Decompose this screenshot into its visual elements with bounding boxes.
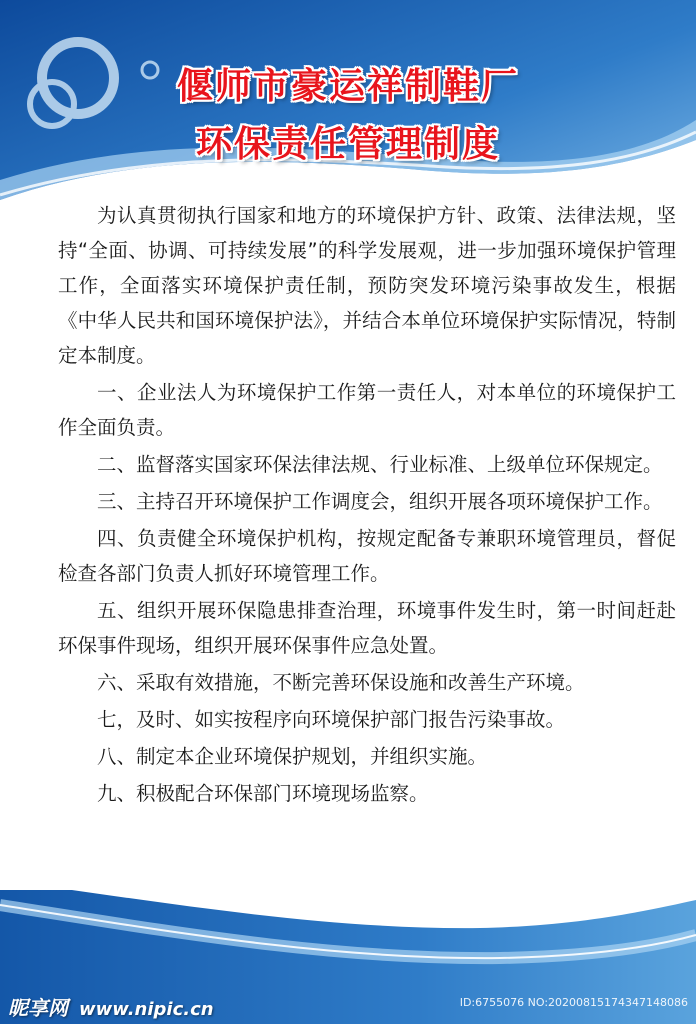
clause-1: 一、企业法人为环境保护工作第一责任人，对本单位的环境保护工作全面负责。 — [58, 381, 676, 439]
intro-paragraph: 为认真贯彻执行国家和地方的环境保护方针、政策、法律法规，坚持“全面、协调、可持续发展”的科学发展观，进一步加强环境保护管理工作，全面落实环境保护责任制，预防突发环境污染事故发生，根据《中华人民共和国环境保护法》，并结合本单位环境保护实际情况，特制定本制度。 — [58, 204, 676, 367]
clause-7: 七，及时、如实按程序向环境保护部门报告污染事故。 — [97, 708, 566, 731]
clause-2: 二、监督落实国家环保法律法规、行业标准、上级单位环保规定。 — [97, 453, 663, 476]
clause-5: 五、组织开展环保隐患排查治理，环境事件发生时，第一时间赶赴环保事件现场，组织开展环保事件应急处置。 — [58, 599, 676, 657]
watermark-id: ID:6755076 NO:20200815174347148086 — [459, 996, 688, 1009]
page-title-policy: 环保责任管理制度 — [195, 124, 500, 165]
clause-6: 六、采取有效措施，不断完善环保设施和改善生产环境。 — [97, 671, 585, 694]
clause-3: 三、主持召开环境保护工作调度会，组织开展各项环境保护工作。 — [97, 490, 663, 513]
policy-body — [58, 198, 676, 813]
clause-4: 四、负责健全环境保护机构，按规定配备专兼职环境管理员，督促检查各部门负责人抓好环境管理工作。 — [58, 527, 676, 585]
watermark-brand-name: 昵享网 — [8, 996, 68, 1020]
watermark-url: www.nipic.cn — [78, 999, 214, 1020]
clause-9: 九、积极配合环保部门环境现场监察。 — [97, 782, 429, 805]
page-title-company: 偃师市豪运祥制鞋厂 — [176, 66, 519, 107]
watermark-brand — [8, 992, 214, 1021]
clause-8: 八、制定本企业环境保护规划，并组织实施。 — [97, 745, 488, 768]
